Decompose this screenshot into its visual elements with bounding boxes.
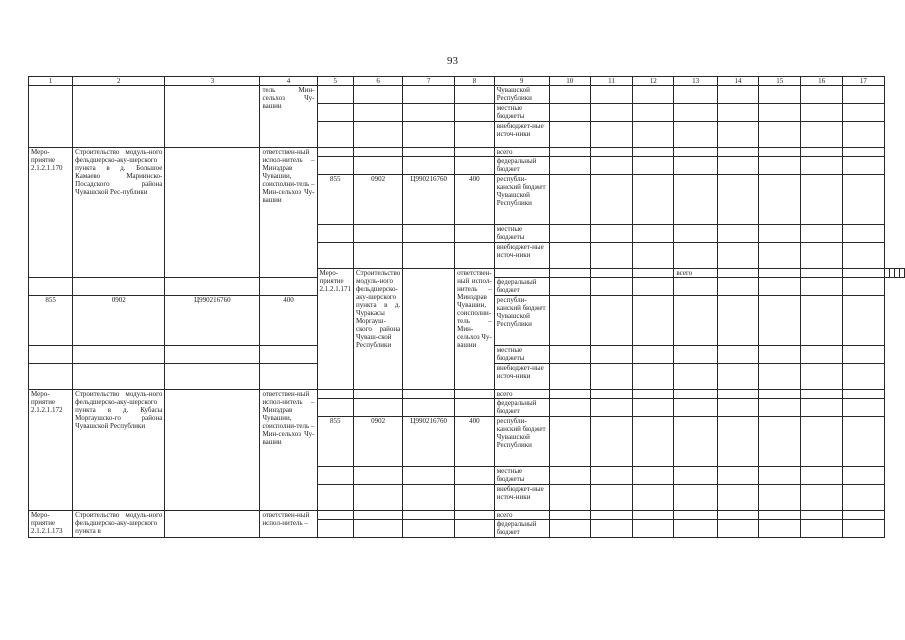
funding-source: республи-канский бюджет Чувашской Республики xyxy=(494,417,549,467)
funding-source: республи-канский бюджет Чувашской Республики xyxy=(494,296,549,346)
measure-label-cell xyxy=(29,86,73,148)
table-row xyxy=(29,148,905,157)
budget-table xyxy=(28,76,905,538)
funding-source: федеральный бюджет xyxy=(494,157,549,175)
measure-label: Меро-приятие 2.1.2.1.172 xyxy=(29,390,73,511)
funding-source: федеральный бюджет xyxy=(494,399,549,417)
page-number: 93 xyxy=(447,55,458,67)
funding-source: федеральный бюджет xyxy=(494,520,549,538)
funding-source: местные бюджеты xyxy=(494,346,549,364)
code-cell xyxy=(354,86,403,104)
executor-cell: ответствен-ный испол-нитель – Минздрав Чувашии, соисполни-тель – Мин-сельхоз Чу-вашии xyxy=(260,148,317,278)
funding-source: всего xyxy=(494,390,549,399)
funding-source: всего xyxy=(494,148,549,157)
funding-source: Чувашской Республики xyxy=(494,86,549,104)
measure-name: Строительство модуль-ного фельдшерско-аку-шерского пункта в д. Большое Камаево Мариинско-Посадского района Чувашской Рес-публики xyxy=(73,148,165,278)
code-vr: 400 xyxy=(455,417,495,467)
measure-label: Меро-приятие 2.1.2.1.170 xyxy=(29,148,73,278)
code-rzpr: 0902 xyxy=(73,296,165,346)
code-rzpr: 0902 xyxy=(354,417,403,467)
col-header: 10 xyxy=(549,77,590,86)
empty-cell xyxy=(403,269,455,390)
col-header: 3 xyxy=(165,77,260,86)
col-header: 8 xyxy=(455,77,495,86)
col-header: 5 xyxy=(317,77,354,86)
executor-cell: ответствен-ный испол-нитель – Минздрав Чувашии, соисполни-тель – Мин-сельхоз Чу-вашии xyxy=(260,390,317,511)
funding-source: республи-канский бюджет Чувашской Республики xyxy=(494,175,549,225)
funding-source: внебюджет-ные источ-ники xyxy=(494,364,549,390)
col-header: 2 xyxy=(73,77,165,86)
empty-cell xyxy=(165,86,260,148)
funding-source: внебюджет-ные источ-ники xyxy=(494,485,549,511)
code-cell xyxy=(455,86,495,104)
funding-source: всего xyxy=(674,269,717,278)
col-header: 15 xyxy=(759,77,801,86)
col-header: 13 xyxy=(674,77,717,86)
col-header: 12 xyxy=(633,77,674,86)
funding-source: местные бюджеты xyxy=(494,225,549,243)
code-cell xyxy=(403,86,455,104)
measure-name: Строительство модуль-ного фельдшерско-аку-шерского пункта в д. Чуракасы Моргауш-ского района Чуваш-ской Республики xyxy=(354,269,403,390)
col-header: 7 xyxy=(403,77,455,86)
col-header: 1 xyxy=(29,77,73,86)
code-rzpr: 0902 xyxy=(354,175,403,225)
col-header: 6 xyxy=(354,77,403,86)
empty-cell xyxy=(165,148,260,278)
funding-source: внебюджет-ные источ-ники xyxy=(494,122,549,148)
executor-cell: ответствен-ный испол-нитель – xyxy=(260,511,317,538)
code-csr: Ц990216760 xyxy=(403,417,455,467)
executor-cell: тель Мин-сельхоз Чу-вашии xyxy=(260,86,317,148)
table-row xyxy=(29,86,905,104)
empty-cell xyxy=(165,390,260,511)
col-header: 11 xyxy=(590,77,632,86)
measure-label: Меро-приятие 2.1.2.1.171 xyxy=(317,269,354,390)
code-vr: 400 xyxy=(455,175,495,225)
measure-name: Строительство модуль-ного фельдшерско-аку-шерского пункта в д. Кубасы Моргаушско-го района Чувашской Республики xyxy=(73,390,165,511)
code-csr: Ц990216760 xyxy=(165,296,260,346)
table-row xyxy=(29,390,905,399)
funding-source: местные бюджеты xyxy=(494,104,549,122)
funding-source: внебюджет-ные источ-ники xyxy=(494,243,549,269)
table-row xyxy=(29,511,905,520)
header-row xyxy=(29,77,905,86)
code-grbs: 855 xyxy=(29,296,73,346)
executor-cell: ответствен-ный испол-нитель – Минздрав Чувашии, соисполни-тель – Мин-сельхоз Чу-вашии xyxy=(455,269,495,390)
funding-source: всего xyxy=(494,511,549,520)
code-grbs: 855 xyxy=(317,417,354,467)
code-cell xyxy=(317,86,354,104)
col-header: 4 xyxy=(260,77,317,86)
measure-label: Меро-приятие 2.1.2.1.173 xyxy=(29,511,73,538)
funding-source: местные бюджеты xyxy=(494,467,549,485)
measure-name: Строительство модуль-ного фельдшерско-аку-шерского пункта в xyxy=(73,511,165,538)
col-header: 16 xyxy=(801,77,842,86)
code-vr: 400 xyxy=(260,296,317,346)
code-csr: Ц990216760 xyxy=(403,175,455,225)
measure-name-cell xyxy=(73,86,165,148)
empty-cell xyxy=(165,511,260,538)
code-grbs: 855 xyxy=(317,175,354,225)
col-header: 14 xyxy=(717,77,758,86)
col-header: 9 xyxy=(494,77,549,86)
col-header: 17 xyxy=(842,77,884,86)
funding-source: федеральный бюджет xyxy=(494,278,549,296)
